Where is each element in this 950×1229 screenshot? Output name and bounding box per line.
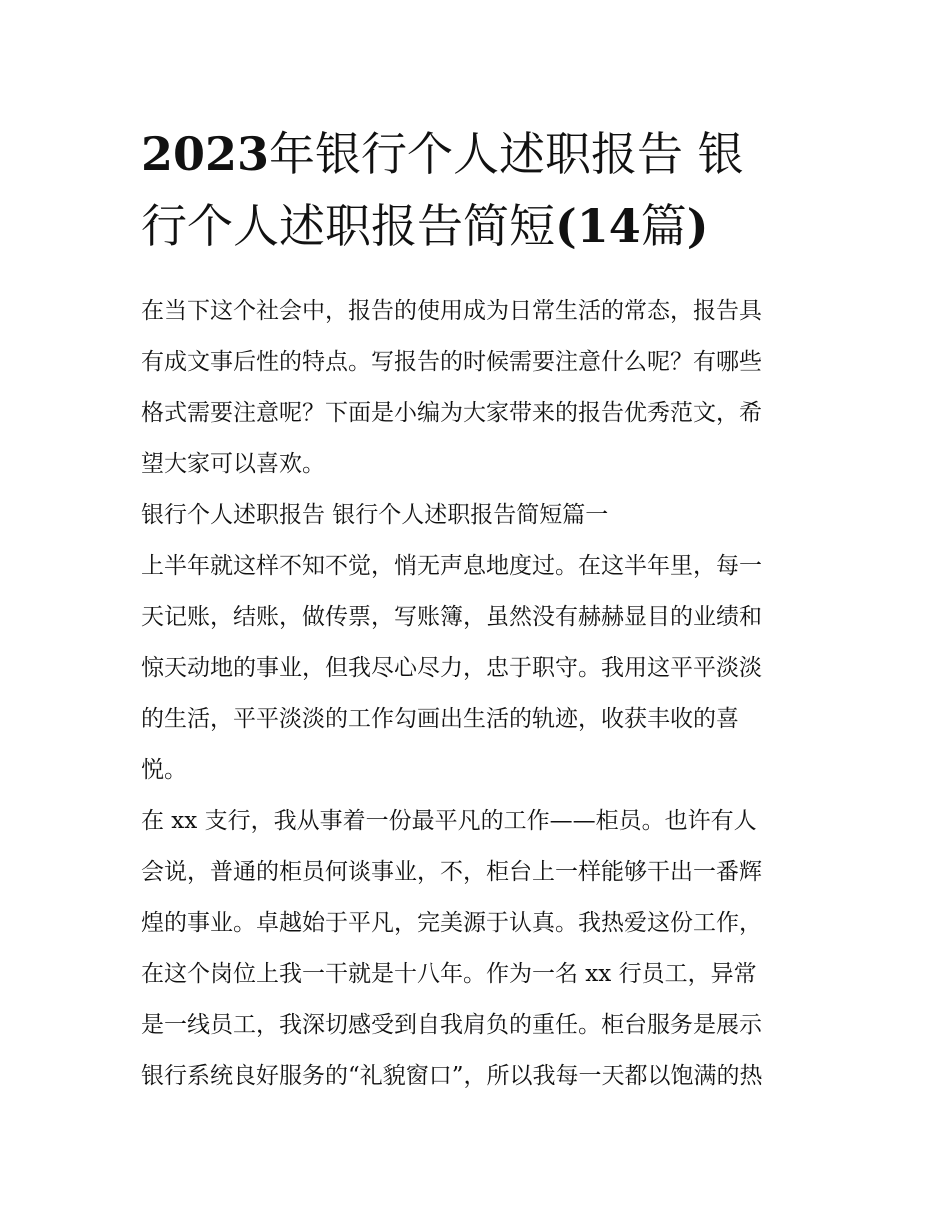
body-paragraph-2 — [141, 796, 811, 1102]
intro-line: 有成文事后性的特点。写报告的时候需要注意什么呢？有哪些 — [141, 349, 762, 375]
intro-line: 在当下这个社会中，报告的使用成为日常生活的常态，报告具 — [141, 298, 762, 324]
paragraph-line: 银行系统良好服务的“礼貌窗口”，所以我每一天都以饱满的热 — [141, 1063, 763, 1089]
paragraph-line: 是一线员工，我深切感受到自我肩负的重任。柜台服务是展示 — [141, 1012, 762, 1038]
section-heading — [141, 490, 811, 541]
paragraph-line: 天记账，结账，做传票，写账簿，虽然没有赫赫显目的业绩和 — [141, 604, 762, 630]
title-line-1 — [141, 118, 811, 190]
intro-line: 望大家可以喜欢。 — [141, 451, 325, 477]
title-year: 2023 — [141, 127, 270, 181]
paragraph-line: 在 xx 支行，我从事着一份最平凡的工作——柜员。也许有人 — [141, 808, 757, 834]
title-line-1-text: 年银行个人述职报告 银 — [269, 127, 744, 181]
title-count-unit: 篇 — [640, 199, 687, 253]
paragraph-line: 会说，普通的柜员何谈事业，不，柜台上一样能够干出一番辉 — [141, 859, 762, 885]
document-content — [141, 118, 811, 1102]
document-title — [141, 118, 811, 262]
paragraph-line: 上半年就这样不知不觉，悄无声息地度过。在这半年里，每一 — [141, 553, 762, 579]
intro-line: 格式需要注意呢？下面是小编为大家带来的报告优秀范文，希 — [141, 400, 762, 426]
paragraph-line: 的生活，平平淡淡的工作勾画出生活的轨迹，收获丰收的喜 — [141, 706, 739, 732]
paragraph-line: 煌的事业。卓越始于平凡，完美源于认真。我热爱这份工作， — [141, 910, 762, 936]
paragraph-line: 在这个岗位上我一干就是十八年。作为一名 xx 行员工，异常 — [141, 961, 757, 987]
body-paragraph-1 — [141, 541, 811, 796]
intro-paragraph — [141, 286, 811, 490]
title-count: (14 — [555, 199, 641, 253]
section-heading-text: 银行个人述职报告 银行个人述职报告简短篇一 — [141, 502, 609, 528]
paragraph-line: 悦。 — [141, 757, 187, 783]
paragraph-line: 惊天动地的事业，但我尽心尽力，忠于职守。我用这平平淡淡 — [141, 655, 762, 681]
title-close-paren: ) — [686, 199, 709, 253]
title-line-2 — [141, 190, 811, 262]
title-line-2-text: 行个人述职报告简短 — [141, 199, 555, 253]
